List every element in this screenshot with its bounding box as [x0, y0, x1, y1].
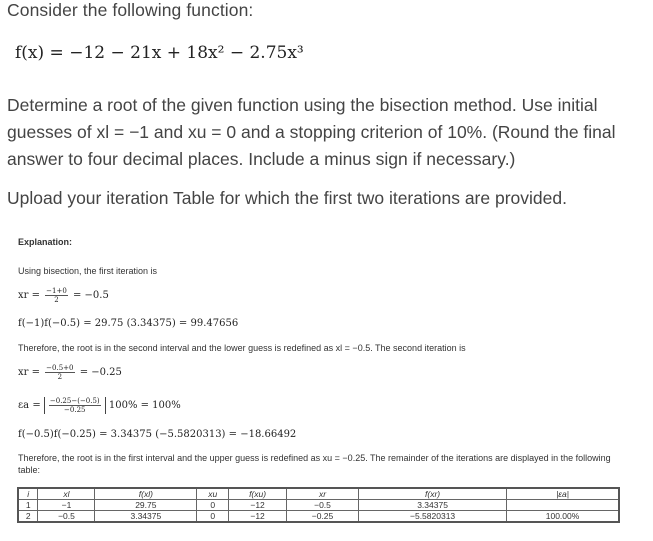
xr2-fraction	[45, 364, 74, 381]
header-xl: xl	[38, 488, 95, 500]
cell: 3.34375	[95, 511, 197, 523]
iteration-table	[17, 487, 620, 523]
xr1-denominator: 2	[54, 296, 59, 304]
ea-rhs: 100% = 100%	[108, 400, 181, 411]
cell: −5.5820313	[359, 511, 507, 523]
xr2-numerator: −0.5+0	[46, 364, 74, 372]
xr2-rhs: = −0.25	[79, 367, 122, 378]
explanation-line-1: Using bisection, the first iteration is	[18, 266, 158, 276]
cell: −0.25	[286, 511, 358, 523]
xr2-denominator: 2	[57, 373, 63, 381]
cell: 29.75	[95, 500, 197, 511]
upload-instruction: Upload your iteration Table for which the first two iterations are provided.	[7, 188, 567, 208]
cell: 1	[18, 500, 38, 511]
header-ea: |εa|	[507, 488, 619, 500]
function-lhs: f(x) =	[15, 43, 70, 63]
explanation-line-2: Therefore, the root is in the second interval and the lower guess is redefined as xl = −0.5. The second iteration is	[18, 343, 466, 353]
cell: 2	[18, 511, 38, 523]
ea-lhs: εa =	[18, 400, 41, 411]
cell: 0	[197, 511, 229, 523]
explanation-line-3: Therefore, the root is in the first interval and the upper guess is redefined as xu = −0.25. The remainder of the iterations are displayed in the following table:	[18, 453, 611, 475]
cell: −12	[229, 511, 287, 523]
xr2-lhs: xr =	[18, 367, 40, 378]
cell: 3.34375	[359, 500, 507, 511]
ea-fraction	[49, 397, 101, 414]
ea-abs	[44, 397, 106, 414]
xr1-numerator: −1+0	[46, 287, 67, 295]
ea-formula	[18, 397, 181, 414]
intro-text: Consider the following function:	[7, 0, 254, 20]
cell: 100.00%	[507, 511, 619, 523]
xr1-rhs: = −0.5	[73, 290, 109, 301]
header-fxr: f(xr)	[359, 488, 507, 500]
question-text: Determine a root of the given function using the bisection method. Use initial guesses of xl = −1 and xu = 0 and a stopping criterion of 10%. (Round the final answer to four decimal places. Include a minus sign if necessary.)	[7, 95, 616, 169]
header-xr: xr	[286, 488, 358, 500]
header-fxu: f(xu)	[229, 488, 287, 500]
header-xu: xu	[197, 488, 229, 500]
cell: −12	[229, 500, 287, 511]
header-fxl: f(xl)	[95, 488, 197, 500]
cell: −1	[38, 500, 95, 511]
table-row	[18, 500, 619, 511]
ea-numerator: −0.25−(−0.5)	[49, 397, 100, 405]
xr-second-formula	[18, 364, 122, 381]
function-rhs: −12 − 21x + 18x² − 2.75x³	[69, 43, 304, 63]
product-first: f(−1)f(−0.5) = 29.75 (3.34375) = 99.47656	[18, 318, 239, 329]
ea-denominator: −0.25	[64, 406, 86, 414]
explanation-title: Explanation:	[18, 237, 73, 247]
xr-first-formula	[18, 287, 109, 304]
cell	[507, 500, 619, 511]
xr1-fraction	[45, 287, 68, 304]
header-i: i	[18, 488, 38, 500]
product-second: f(−0.5)f(−0.25) = 3.34375 (−5.5820313) = −18.66492	[18, 429, 297, 440]
xr1-lhs: xr =	[18, 290, 40, 301]
function-equation	[15, 43, 304, 63]
cell: −0.5	[38, 511, 95, 523]
table-row	[18, 511, 619, 523]
table-header-row	[18, 488, 619, 500]
cell: −0.5	[286, 500, 358, 511]
cell: 0	[197, 500, 229, 511]
